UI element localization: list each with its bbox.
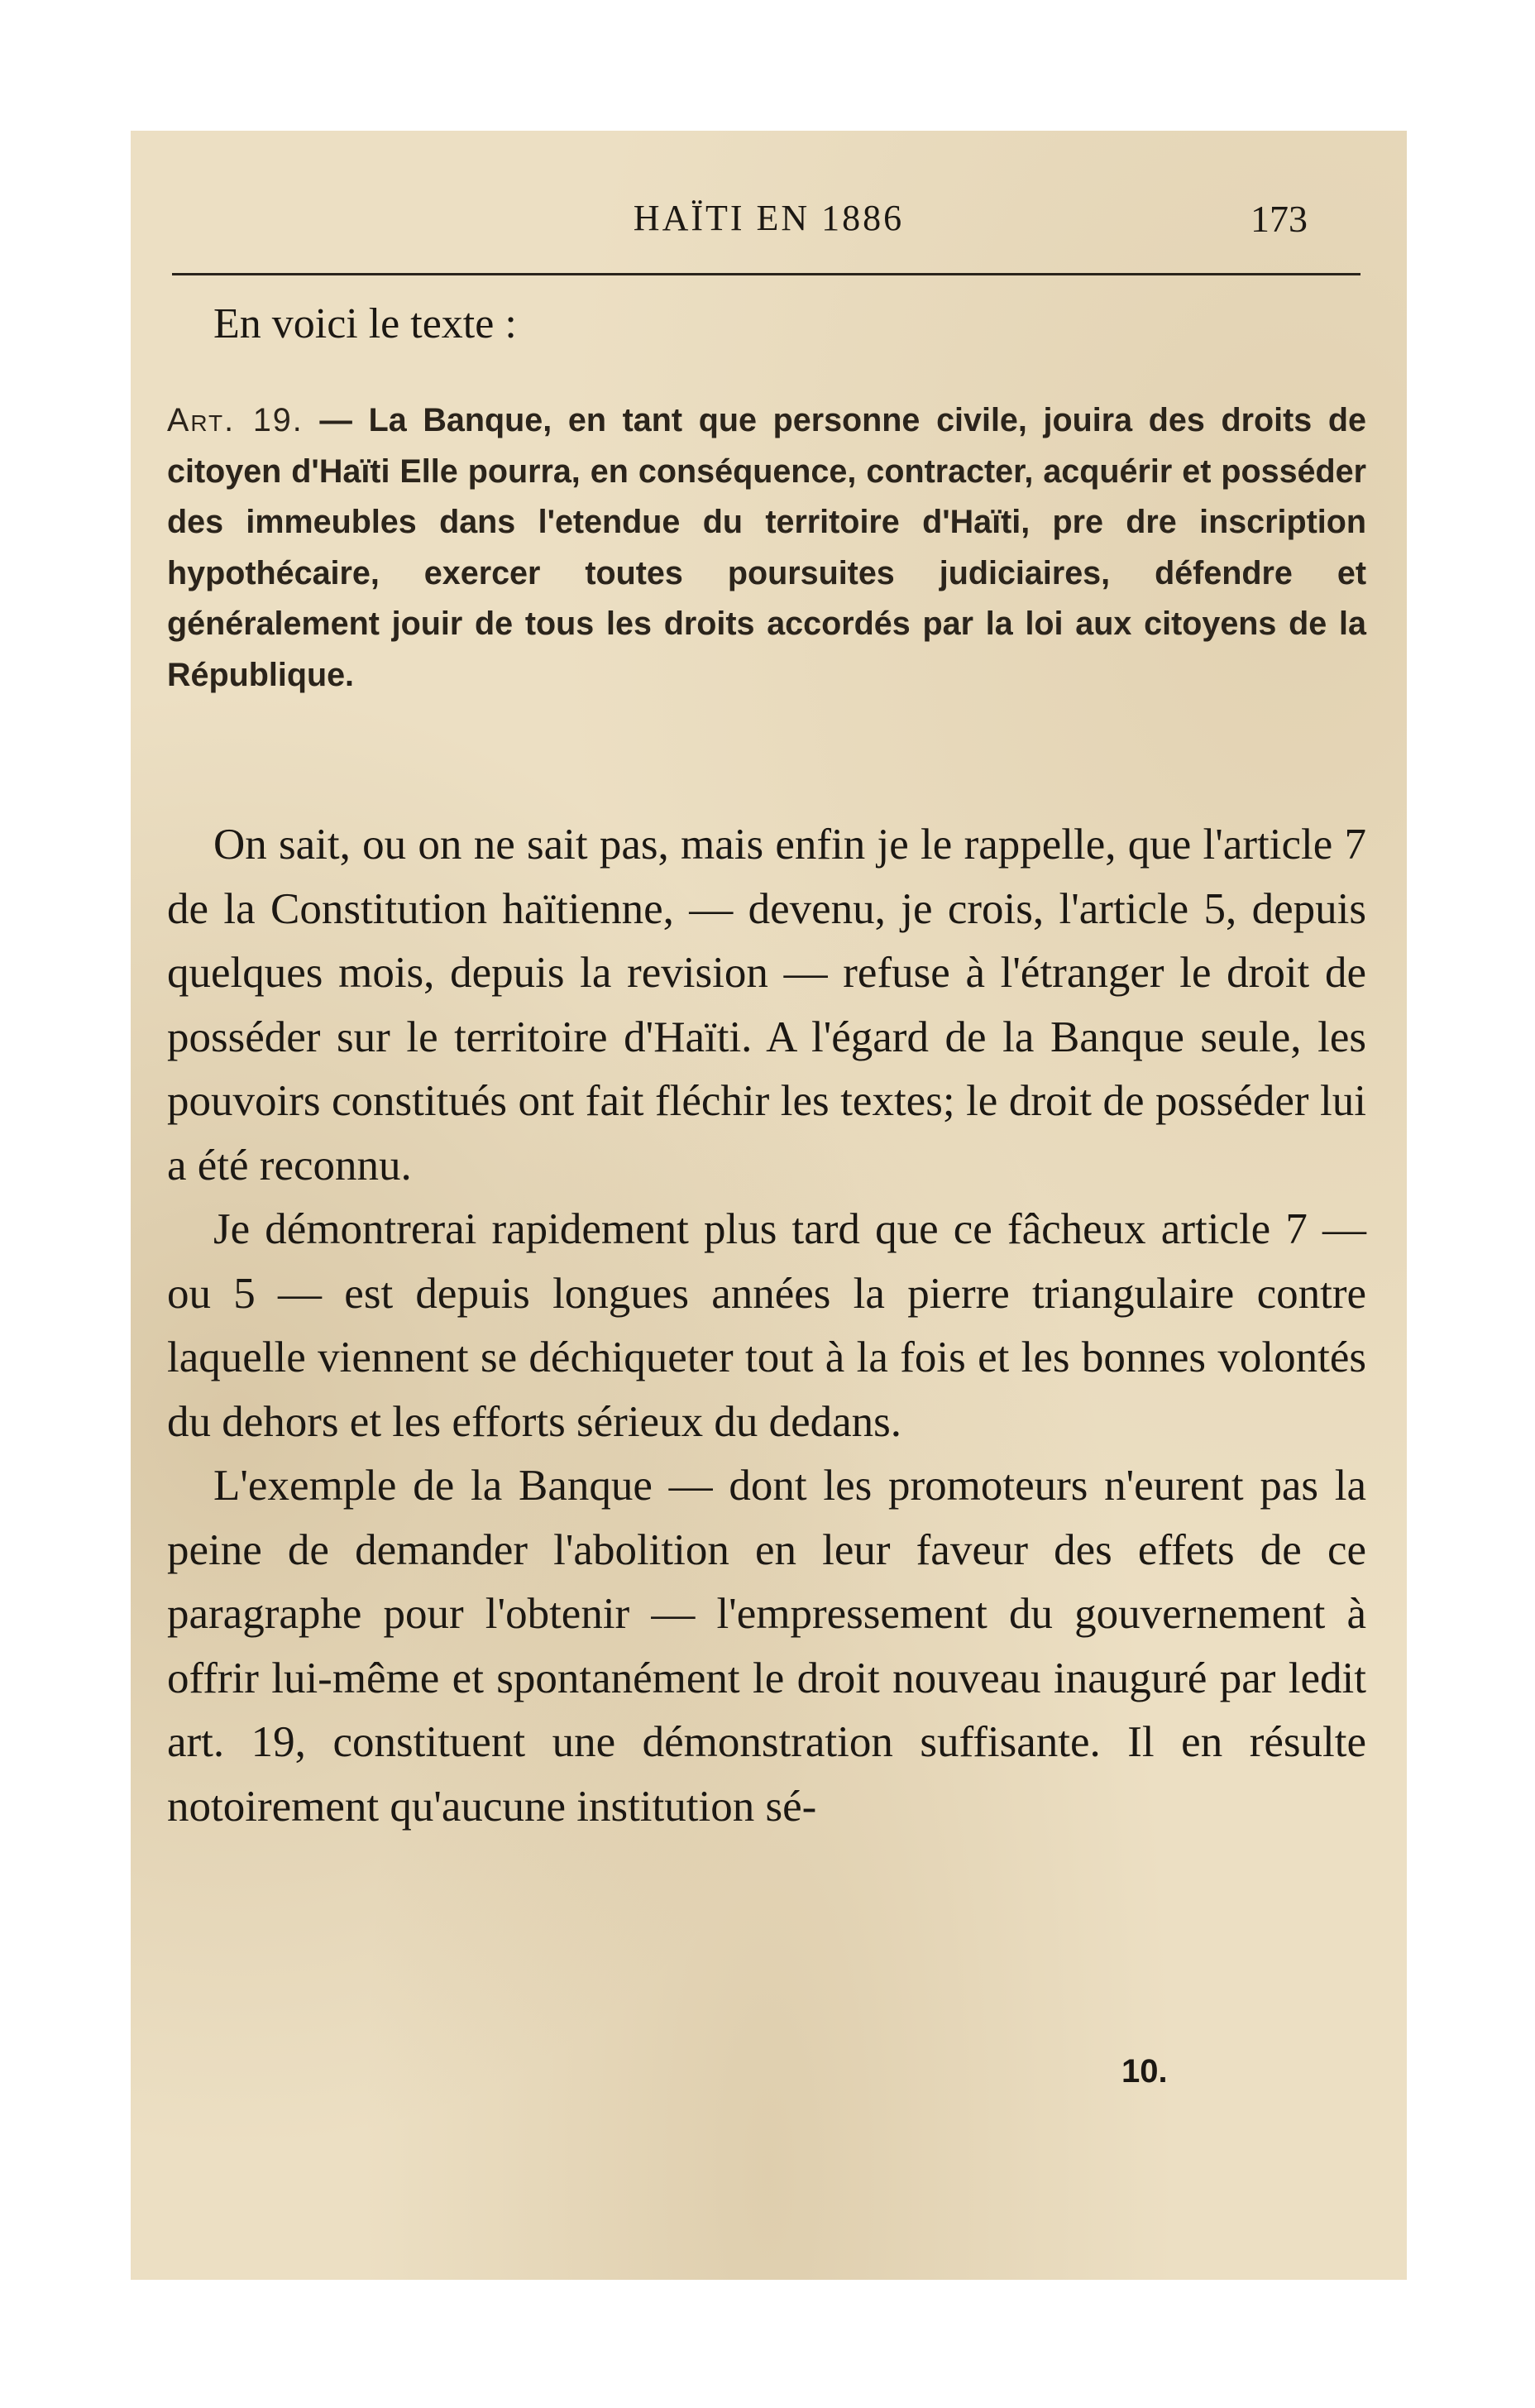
page-number: 173 bbox=[1250, 198, 1308, 240]
paragraph-2: Je démontrerai rapidement plus tard que ce fâcheux article 7 — ou 5 — est depuis longues années la pierre triangulaire contre laquelle viennent se déchiqueter tout à la fois et les bonnes volontés du dehors et les efforts sérieux du dedans. bbox=[167, 1205, 1366, 1446]
quoted-article bbox=[167, 395, 1366, 701]
intro-line: En voici le texte : bbox=[213, 300, 517, 347]
book-page bbox=[131, 131, 1407, 2280]
article-text: — La Banque, en tant que personne civile, jouira des droits de citoyen d'Haïti Elle pourra, en conséquence, contracter, acquérir et posséder des immeubles dans l'etendue du territoire d'Haïti, pre dre inscription hypothécaire, exercer toutes poursuites judiciaires, défendre et généralement jouir de tous les droits accordés par la loi aux citoyens de la République. bbox=[167, 402, 1366, 693]
running-head bbox=[131, 197, 1407, 255]
signature-mark: 10. bbox=[1121, 2053, 1168, 2090]
running-title: HAÏTI EN 1886 bbox=[633, 198, 905, 238]
article-label: Art. 19. bbox=[167, 402, 304, 438]
header-rule bbox=[172, 273, 1360, 275]
paragraph-1: On sait, ou on ne sait pas, mais enfin je le rappelle, que l'article 7 de la Constitution haïtienne, — devenu, je crois, l'article 5, depuis quelques mois, depuis la revision — refuse à l'étranger le droit de posséder sur le territoire d'Haïti. A l'égard de la Banque seule, les pouvoirs constitués ont fait fléchir les textes; le droit de posséder lui a été reconnu. bbox=[167, 821, 1366, 1190]
body-text bbox=[167, 813, 1366, 1839]
paragraph-3: L'exemple de la Banque — dont les promoteurs n'eurent pas la peine de demander l'abolition en leur faveur des effets de ce paragraphe pour l'obtenir — l'empressement du gouvernement à offrir lui-même et spontanément le droit nouveau inauguré par ledit art. 19, constituent une démonstration suffisante. Il en résulte notoirement qu'aucune institution sé- bbox=[167, 1462, 1366, 1831]
